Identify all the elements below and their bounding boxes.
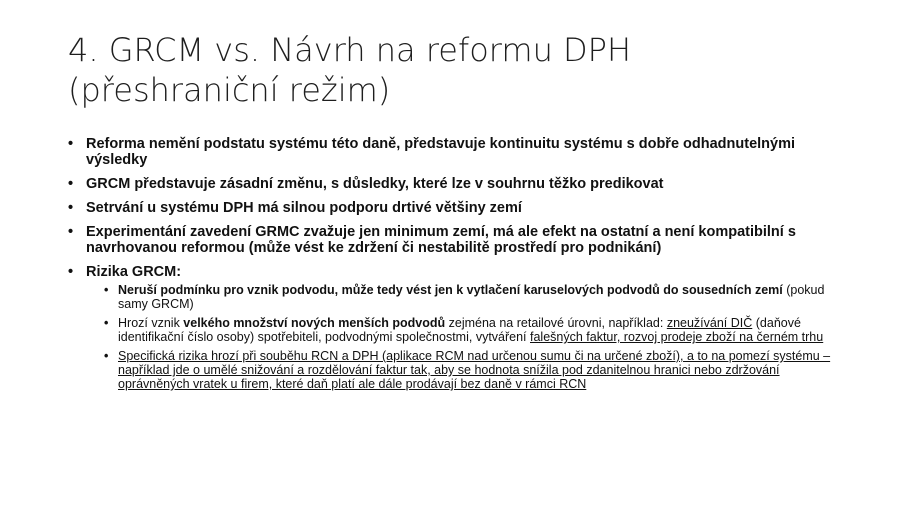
bullet-icon: • [68,200,74,216]
slide-title [68,30,848,110]
sub-bullet-underlined-text: Specifická rizika hrozí při souběhu RCN a DPH (aplikace RCM nad určenou sumu či na určené zboží), a to na pomezí systému – například jde o umělé snižování a rozdělování faktur tak, aby se hodnota snížila pod zdanitelnou hranici nebo zdržování oprávněných vratek u firem, které daň platí ale dále prodávají bez daně v rámci RCN [118,349,831,391]
sub-bullet-text: (pokud samy GRCM) [118,283,825,311]
sub-bullet-icon: • [104,349,109,363]
bullet-icon: • [68,136,74,152]
bullet-text: GRCM představuje zásadní změnu, s důsledky, které lze v souhrnu těžko predikovat [86,176,664,192]
sub-bullet-text: Hrozí vznik [118,316,184,330]
slide-title-line1: 4. GRCM vs. Návrh na reformu DPH [68,31,632,69]
sub-bullet-item [104,316,838,344]
sub-bullet-item [104,349,838,391]
sub-bullet-list [104,283,838,391]
sub-bullet-bold-text: Neruší podmínku pro vznik podvodu, může tedy vést jen k vytlačení karuselových podvodů do sousedních zemí [118,283,783,297]
bullet-text: Reforma nemění podstatu systému této daně, představuje kontinuitu systému s dobře odhadnutelnými výsledky [86,136,796,168]
bullet-icon: • [68,224,74,240]
sub-bullet-icon: • [104,283,109,297]
sub-bullet-underlined-text: zneužívání DIČ [666,316,753,330]
sub-bullet-bold-text: velkého množství nových menších podvodů [183,316,446,330]
slide-title-line2: (přeshraniční režim) [68,71,391,109]
bullet-icon: • [68,264,74,280]
sub-bullet-text: (daňové identifikační číslo osoby) spotřebiteli, podvodnými společnostmi, vytváření [118,316,801,344]
bullet-text: Experimentání zavedení GRMC zvažuje jen minimum zemí, má ale efekt na ostatní a není kompatibilní s navrhovanou reformou (může vést ke zdržení či nestabilitě prostředí pro podnikání) [86,224,796,256]
bullet-text: Rizika GRCM: [86,264,182,280]
sub-bullet-icon: • [104,316,109,330]
sub-bullet-text: zejména na retailové úrovni, například: [445,316,667,330]
bullet-item-risks [68,264,838,391]
sub-bullet-item [104,283,838,311]
bullet-item [68,136,838,168]
bullet-list [68,136,838,399]
sub-bullet-underlined-text: falešných faktur, rozvoj prodeje zboží na černém trhu [530,330,824,344]
bullet-item [68,224,838,256]
bullet-item [68,200,838,216]
bullet-text: Setrvání u systému DPH má silnou podporu drtivé většiny zemí [86,200,522,216]
bullet-icon: • [68,176,74,192]
bullet-item [68,176,838,192]
